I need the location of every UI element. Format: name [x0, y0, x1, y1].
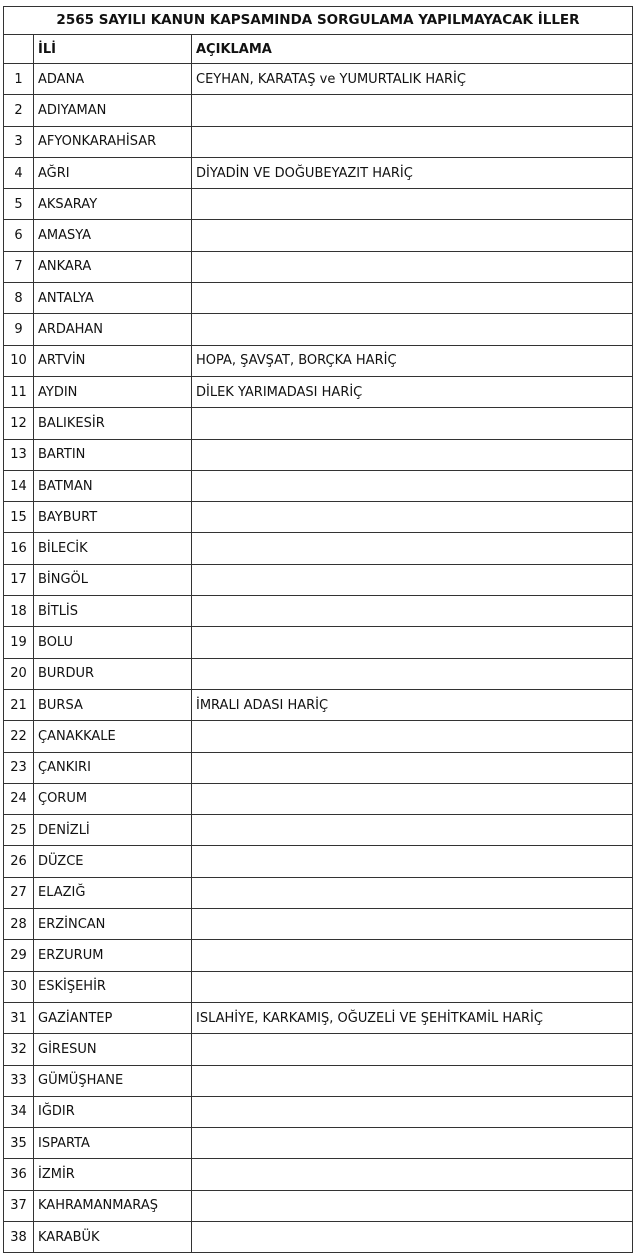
- description-cell: [192, 783, 633, 814]
- province-cell: ERZURUM: [34, 940, 192, 971]
- province-cell: KARABÜK: [34, 1221, 192, 1252]
- row-number: 23: [4, 752, 34, 783]
- description-cell: [192, 877, 633, 908]
- table-row: [4, 564, 633, 595]
- header-description: AÇIKLAMA: [192, 35, 633, 64]
- header-row: [4, 35, 633, 64]
- description-cell: [192, 1159, 633, 1190]
- description-cell: [192, 658, 633, 689]
- table-row: [4, 1096, 633, 1127]
- table-row: [4, 408, 633, 439]
- table-row: [4, 251, 633, 282]
- table-row: [4, 971, 633, 1002]
- description-cell: DİYADİN VE DOĞUBEYAZIT HARİÇ: [192, 157, 633, 188]
- row-number: 31: [4, 1002, 34, 1033]
- table-row: [4, 596, 633, 627]
- row-number: 13: [4, 439, 34, 470]
- row-number: 36: [4, 1159, 34, 1190]
- row-number: 25: [4, 815, 34, 846]
- description-cell: [192, 1190, 633, 1221]
- province-cell: GÜMÜŞHANE: [34, 1065, 192, 1096]
- row-number: 10: [4, 345, 34, 376]
- description-cell: [192, 627, 633, 658]
- province-cell: GİRESUN: [34, 1034, 192, 1065]
- description-cell: HOPA, ŞAVŞAT, BORÇKA HARİÇ: [192, 345, 633, 376]
- description-cell: [192, 126, 633, 157]
- description-cell: [192, 1096, 633, 1127]
- province-cell: ANTALYA: [34, 283, 192, 314]
- description-cell: [192, 846, 633, 877]
- row-number: 18: [4, 596, 34, 627]
- province-cell: BURDUR: [34, 658, 192, 689]
- table-row: [4, 689, 633, 720]
- province-cell: ELAZIĞ: [34, 877, 192, 908]
- row-number: 19: [4, 627, 34, 658]
- row-number: 14: [4, 470, 34, 501]
- province-cell: BARTIN: [34, 439, 192, 470]
- table-row: [4, 721, 633, 752]
- province-cell: BOLU: [34, 627, 192, 658]
- table-row: [4, 1065, 633, 1096]
- row-number: 35: [4, 1128, 34, 1159]
- table-row: [4, 1034, 633, 1065]
- table-row: [4, 1128, 633, 1159]
- title-row: [4, 7, 633, 35]
- table-row: [4, 877, 633, 908]
- description-cell: [192, 909, 633, 940]
- row-number: 15: [4, 502, 34, 533]
- table-row: [4, 533, 633, 564]
- provinces-table: [3, 6, 633, 1253]
- province-cell: BATMAN: [34, 470, 192, 501]
- province-cell: IĞDIR: [34, 1096, 192, 1127]
- table-row: [4, 658, 633, 689]
- province-cell: BAYBURT: [34, 502, 192, 533]
- row-number: 28: [4, 909, 34, 940]
- description-cell: [192, 815, 633, 846]
- table-row: [4, 439, 633, 470]
- row-number: 16: [4, 533, 34, 564]
- row-number: 9: [4, 314, 34, 345]
- description-cell: DİLEK YARIMADASI HARİÇ: [192, 376, 633, 407]
- province-cell: DÜZCE: [34, 846, 192, 877]
- province-cell: ANKARA: [34, 251, 192, 282]
- row-number: 34: [4, 1096, 34, 1127]
- province-cell: BİTLİS: [34, 596, 192, 627]
- table-row: [4, 126, 633, 157]
- row-number: 33: [4, 1065, 34, 1096]
- row-number: 12: [4, 408, 34, 439]
- description-cell: [192, 940, 633, 971]
- table-row: [4, 502, 633, 533]
- table-row: [4, 1159, 633, 1190]
- row-number: 6: [4, 220, 34, 251]
- table-row: [4, 940, 633, 971]
- row-number: 1: [4, 64, 34, 95]
- row-number: 37: [4, 1190, 34, 1221]
- table-row: [4, 345, 633, 376]
- province-cell: AKSARAY: [34, 189, 192, 220]
- row-number: 32: [4, 1034, 34, 1065]
- province-cell: ADANA: [34, 64, 192, 95]
- description-cell: [192, 1221, 633, 1252]
- description-cell: [192, 502, 633, 533]
- description-cell: [192, 189, 633, 220]
- province-cell: ÇORUM: [34, 783, 192, 814]
- row-number: 4: [4, 157, 34, 188]
- description-cell: [192, 721, 633, 752]
- row-number: 5: [4, 189, 34, 220]
- row-number: 21: [4, 689, 34, 720]
- description-cell: [192, 596, 633, 627]
- table-row: [4, 376, 633, 407]
- province-cell: İZMİR: [34, 1159, 192, 1190]
- row-number: 2: [4, 95, 34, 126]
- table-row: [4, 1221, 633, 1252]
- province-cell: GAZİANTEP: [34, 1002, 192, 1033]
- description-cell: [192, 283, 633, 314]
- description-cell: [192, 314, 633, 345]
- province-cell: BALIKESİR: [34, 408, 192, 439]
- table-row: [4, 627, 633, 658]
- description-cell: [192, 408, 633, 439]
- province-cell: ADIYAMAN: [34, 95, 192, 126]
- row-number: 20: [4, 658, 34, 689]
- row-number: 30: [4, 971, 34, 1002]
- province-cell: AFYONKARAHİSAR: [34, 126, 192, 157]
- province-cell: ARDAHAN: [34, 314, 192, 345]
- row-number: 26: [4, 846, 34, 877]
- table-row: [4, 1002, 633, 1033]
- row-number: 7: [4, 251, 34, 282]
- row-number: 27: [4, 877, 34, 908]
- description-cell: [192, 439, 633, 470]
- province-cell: ARTVİN: [34, 345, 192, 376]
- province-cell: AYDIN: [34, 376, 192, 407]
- description-cell: [192, 971, 633, 1002]
- table-row: [4, 815, 633, 846]
- province-cell: ERZİNCAN: [34, 909, 192, 940]
- province-cell: AĞRI: [34, 157, 192, 188]
- description-cell: [192, 752, 633, 783]
- description-cell: CEYHAN, KARATAŞ ve YUMURTALIK HARİÇ: [192, 64, 633, 95]
- description-cell: [192, 95, 633, 126]
- table-row: [4, 64, 633, 95]
- row-number: 38: [4, 1221, 34, 1252]
- table-row: [4, 909, 633, 940]
- province-cell: BİNGÖL: [34, 564, 192, 595]
- table-row: [4, 220, 633, 251]
- header-no: [4, 35, 34, 64]
- description-cell: [192, 220, 633, 251]
- table-row: [4, 95, 633, 126]
- table-title: 2565 SAYILI KANUN KAPSAMINDA SORGULAMA YAPILMAYACAK İLLER: [4, 7, 633, 35]
- description-cell: [192, 564, 633, 595]
- description-cell: [192, 1034, 633, 1065]
- province-cell: ÇANAKKALE: [34, 721, 192, 752]
- header-province: İLİ: [34, 35, 192, 64]
- table-row: [4, 470, 633, 501]
- table-row: [4, 752, 633, 783]
- description-cell: [192, 1128, 633, 1159]
- table-row: [4, 846, 633, 877]
- table-row: [4, 189, 633, 220]
- description-cell: [192, 251, 633, 282]
- table-row: [4, 1190, 633, 1221]
- table-row: [4, 314, 633, 345]
- row-number: 29: [4, 940, 34, 971]
- row-number: 17: [4, 564, 34, 595]
- province-cell: ISPARTA: [34, 1128, 192, 1159]
- table-row: [4, 783, 633, 814]
- province-cell: ESKİŞEHİR: [34, 971, 192, 1002]
- province-cell: AMASYA: [34, 220, 192, 251]
- description-cell: [192, 1065, 633, 1096]
- row-number: 8: [4, 283, 34, 314]
- province-cell: BİLECİK: [34, 533, 192, 564]
- province-cell: DENİZLİ: [34, 815, 192, 846]
- description-cell: İMRALI ADASI HARİÇ: [192, 689, 633, 720]
- row-number: 11: [4, 376, 34, 407]
- province-cell: ÇANKIRI: [34, 752, 192, 783]
- province-cell: BURSA: [34, 689, 192, 720]
- table-row: [4, 283, 633, 314]
- description-cell: ISLAHİYE, KARKAMIŞ, OĞUZELİ VE ŞEHİTKAMİL HARİÇ: [192, 1002, 633, 1033]
- row-number: 3: [4, 126, 34, 157]
- description-cell: [192, 470, 633, 501]
- table-row: [4, 157, 633, 188]
- description-cell: [192, 533, 633, 564]
- province-cell: KAHRAMANMARAŞ: [34, 1190, 192, 1221]
- row-number: 22: [4, 721, 34, 752]
- row-number: 24: [4, 783, 34, 814]
